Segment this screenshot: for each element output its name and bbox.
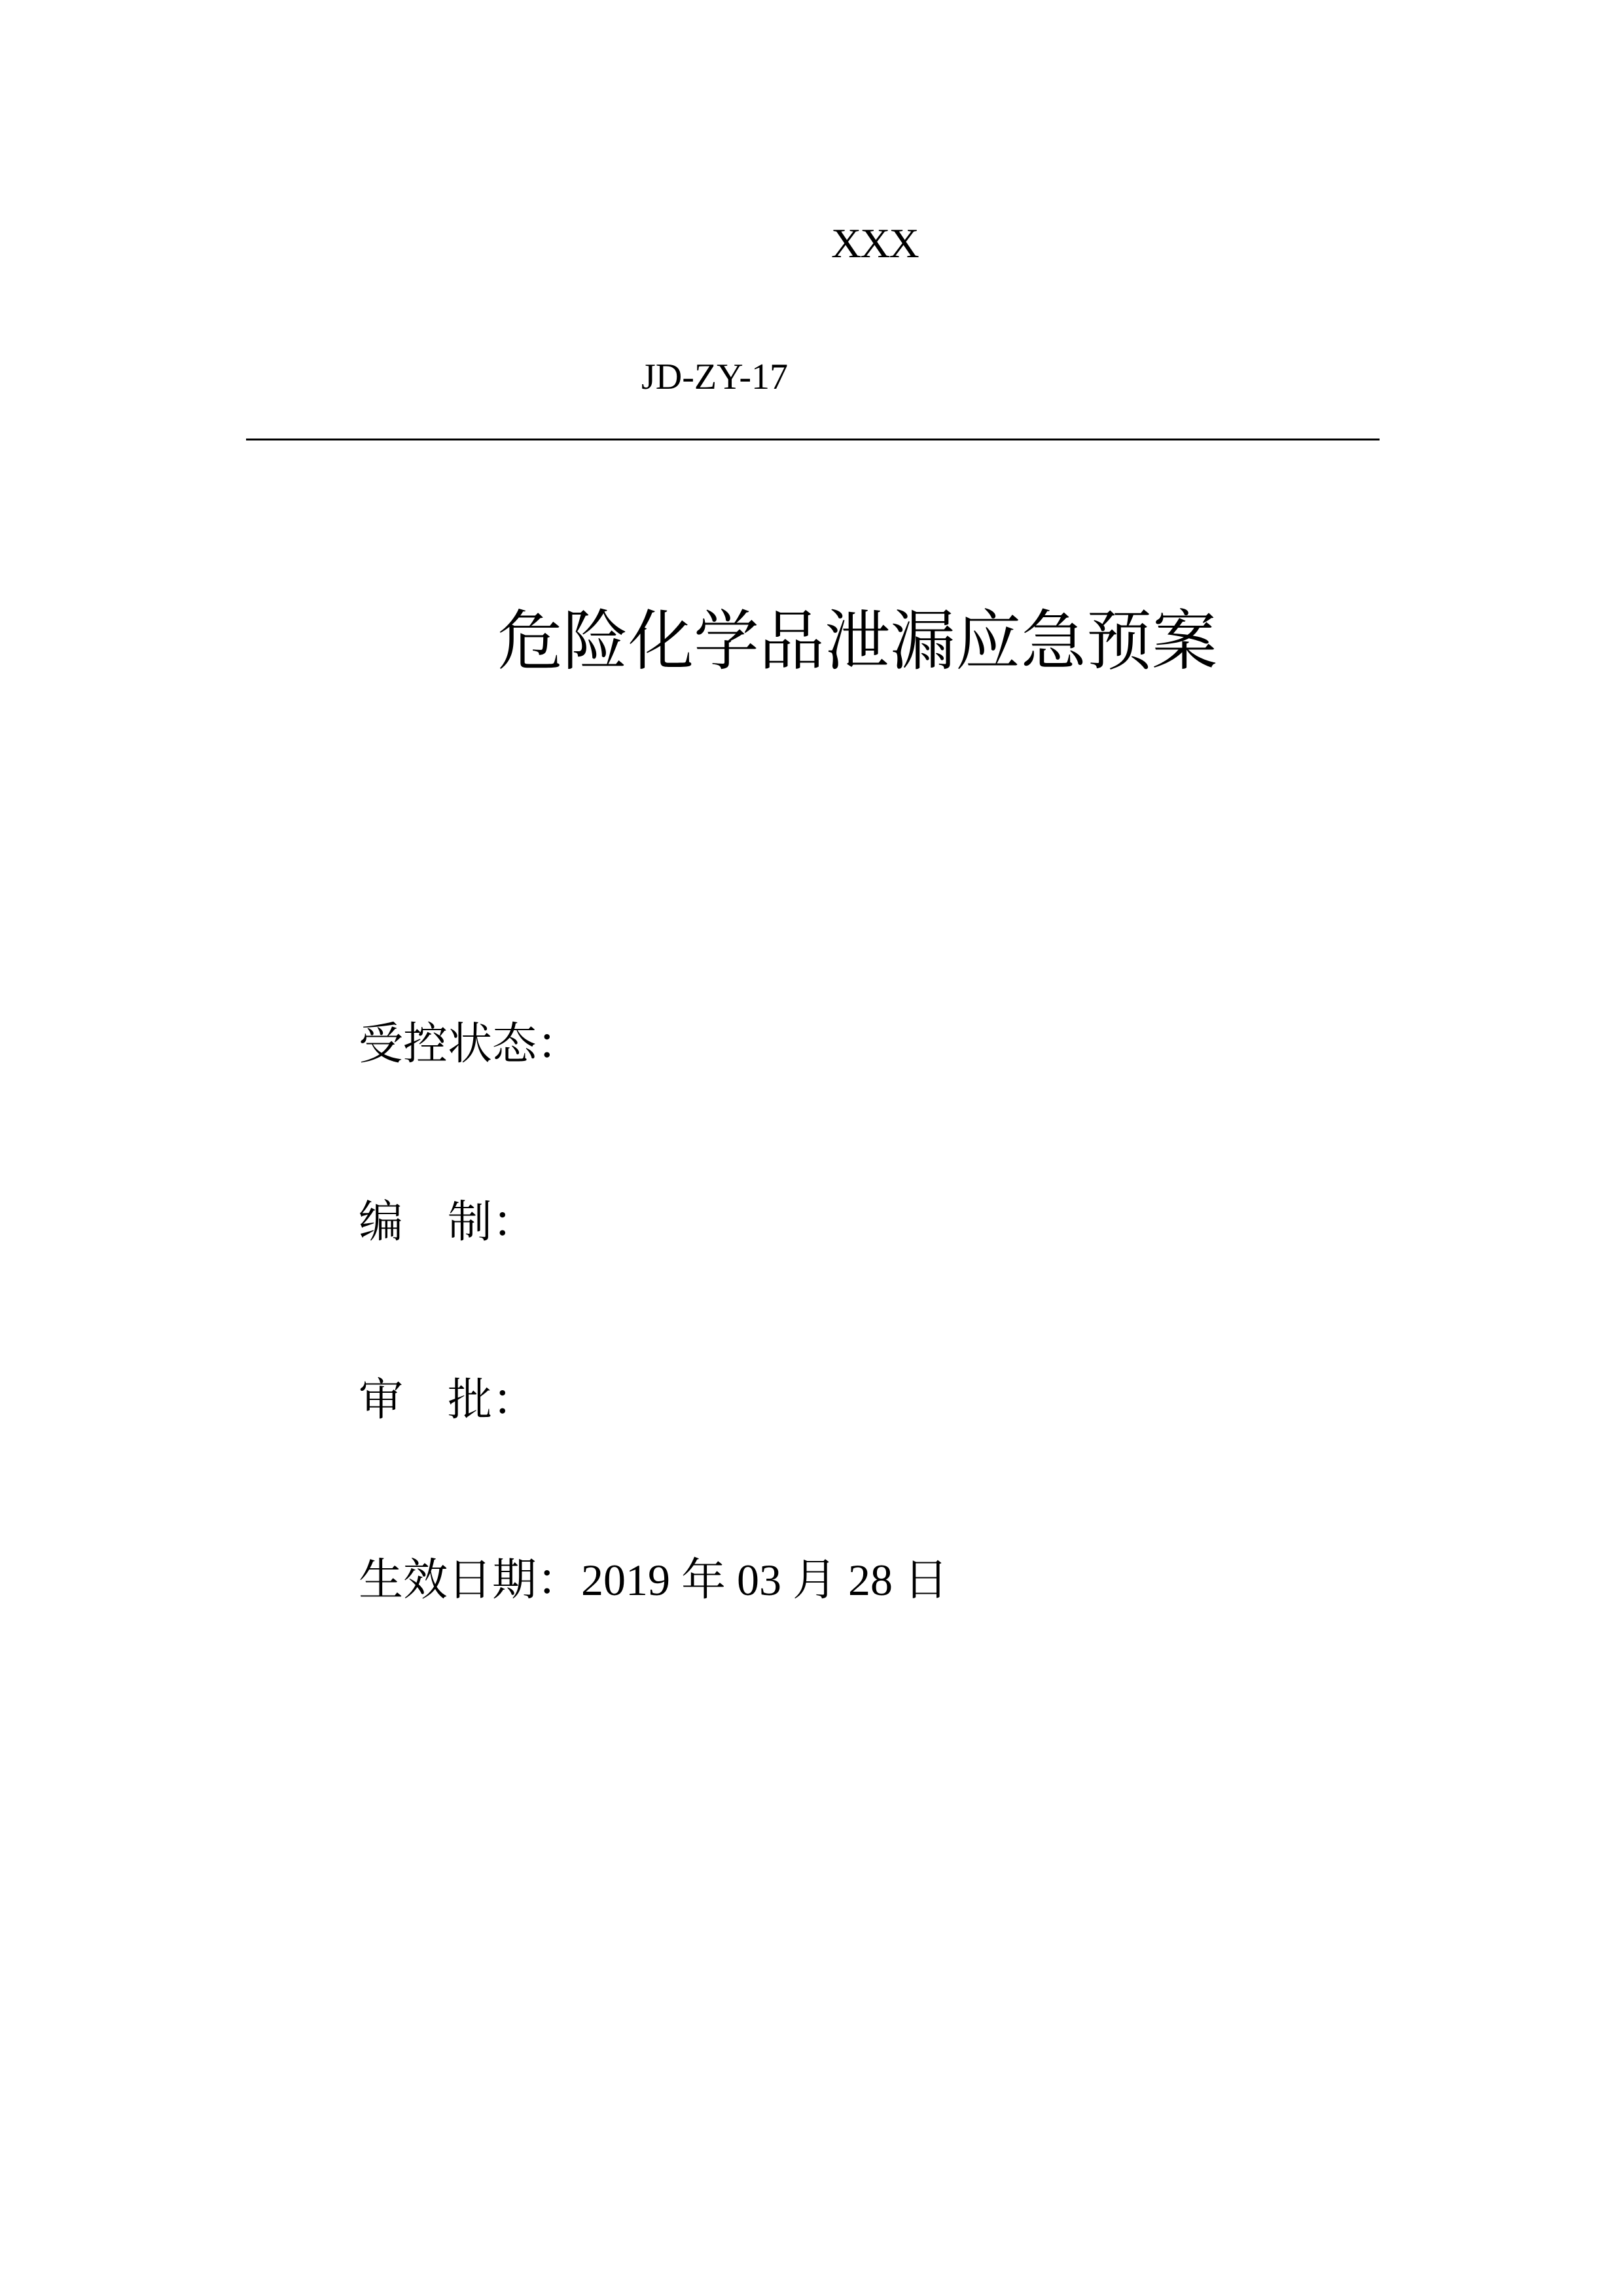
document-title: 危险化学品泄漏应急预案 [497, 603, 1217, 679]
approved-by-label: 审 批： [359, 1374, 537, 1426]
control-status-label: 受控状态： [359, 1018, 582, 1070]
header-divider [246, 439, 1380, 440]
company-name: XXX [831, 220, 918, 266]
effective-date-label: 生效日期： [359, 1554, 582, 1606]
document-code: JD-ZY-17 [641, 357, 788, 397]
effective-date-field [359, 1554, 949, 1606]
prepared-by-label: 编 制： [359, 1196, 537, 1248]
control-status-field [359, 1018, 582, 1070]
approved-by-field [359, 1374, 537, 1426]
effective-date-value: 2019 年 03 月 28 日 [581, 1555, 949, 1605]
prepared-by-field [359, 1196, 537, 1248]
